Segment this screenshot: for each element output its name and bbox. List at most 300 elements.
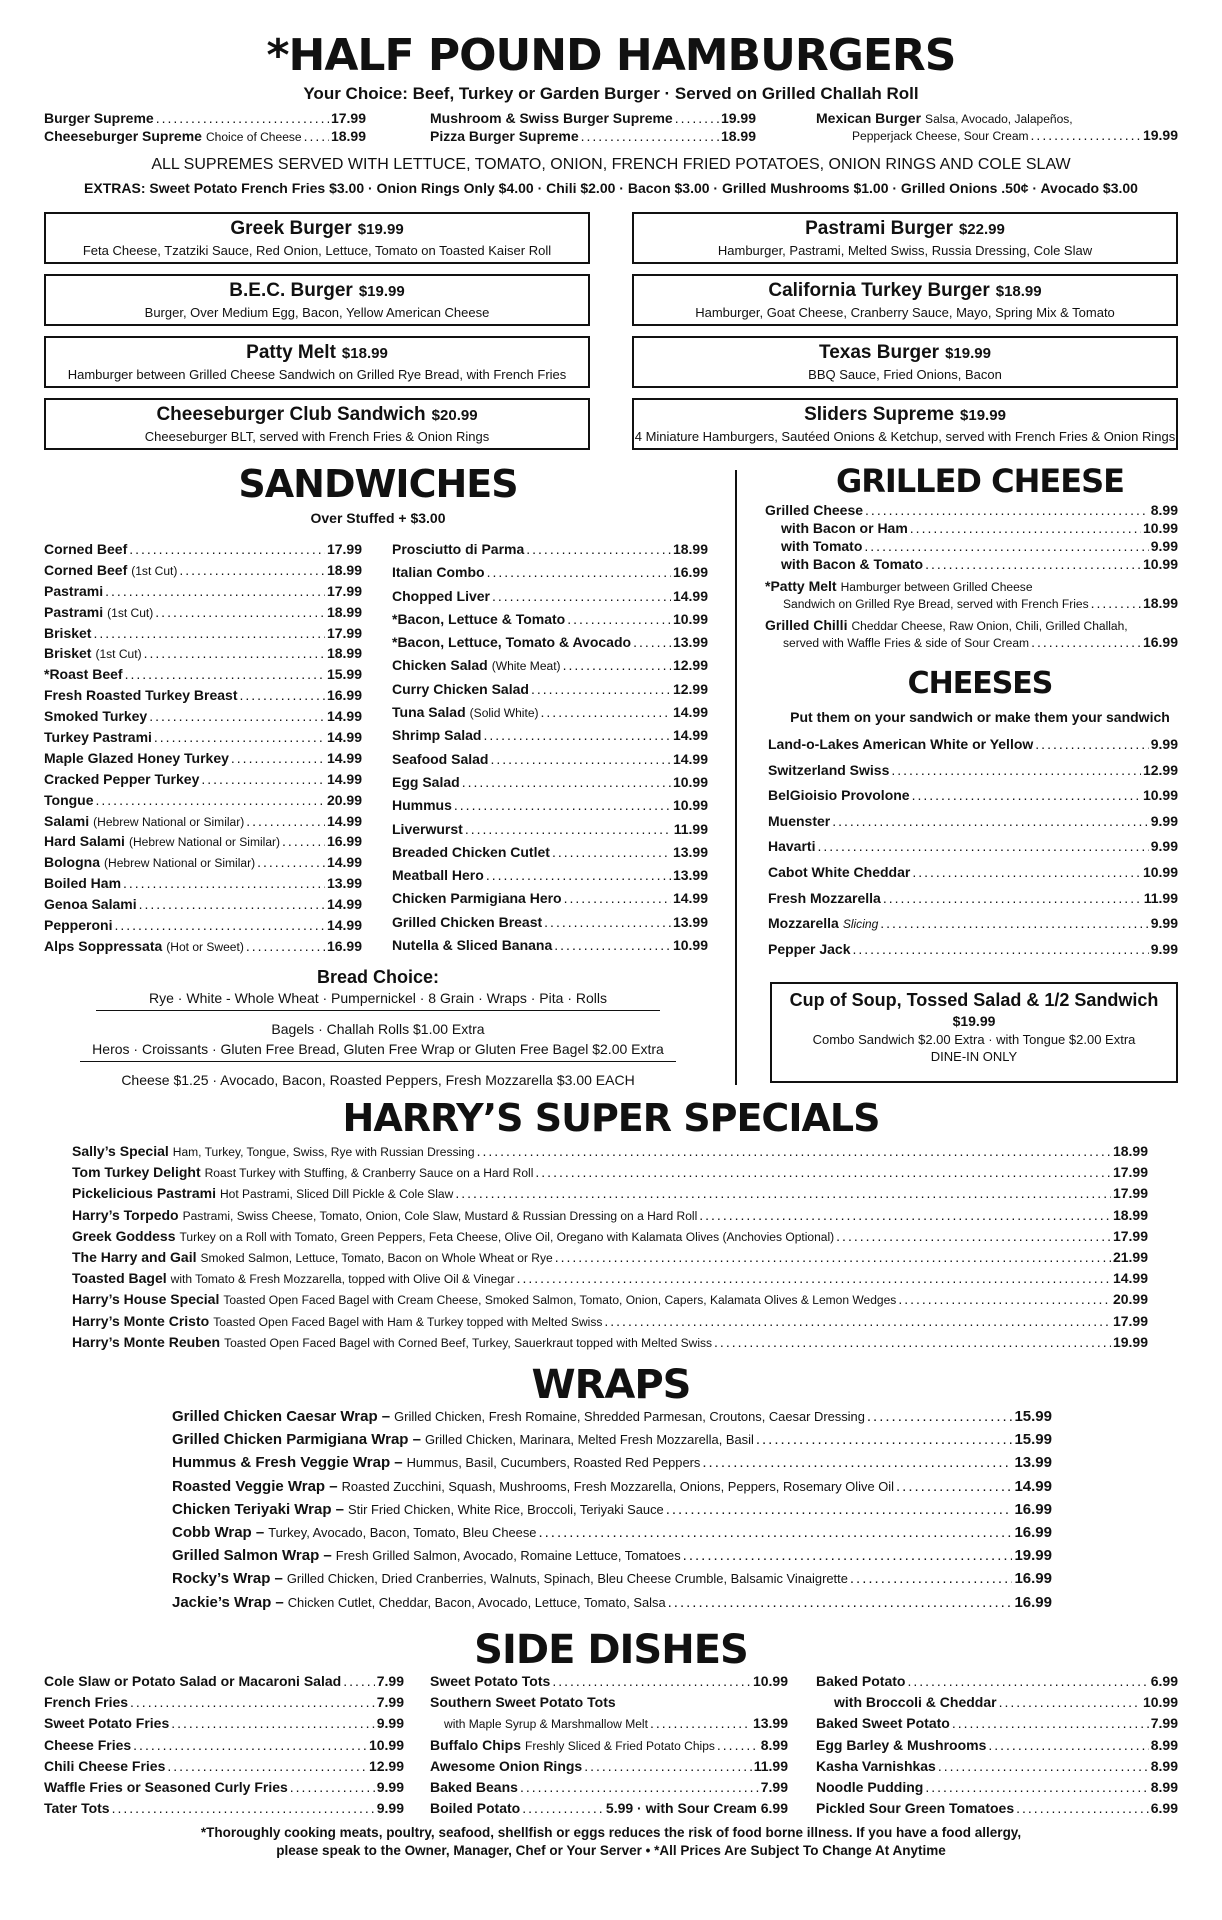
menu-item (430, 1715, 788, 1736)
menu-item (816, 1694, 1178, 1715)
menu-item (44, 750, 362, 771)
box-item-name: Cheeseburger Club Sandwich (156, 404, 426, 425)
item-name: Curry Chicken Salad (392, 680, 529, 697)
menu-item (44, 1758, 404, 1779)
item-price: 14.99 (672, 890, 708, 907)
patty-melt-name: *Patty Melt (765, 578, 837, 594)
item-name: Tongue (44, 791, 94, 808)
item-name: Tom Turkey Delight (72, 1164, 201, 1181)
item-price: 14.99 (326, 770, 362, 787)
menu-item (44, 645, 362, 666)
menu-item (430, 1737, 788, 1758)
item-price: 14.99 (326, 812, 362, 829)
specialty-box (44, 212, 590, 264)
item-price: 17.99 (326, 624, 362, 641)
item-price: 11.99 (673, 820, 708, 837)
menu-item (44, 854, 362, 875)
menu-item (44, 708, 362, 729)
item-price: 18.99 (326, 645, 362, 662)
item-name: with Broccoli & Cheddar (834, 1694, 997, 1711)
menu-item (44, 604, 362, 625)
item-description: (Solid White) (469, 706, 539, 721)
item-name: Sally’s Special (72, 1143, 169, 1159)
menu-item (44, 128, 366, 146)
menu-item (72, 1334, 1148, 1355)
item-name: Liverwurst (392, 820, 463, 837)
item-price: 7.99 (760, 1778, 788, 1795)
specialty-box (44, 274, 590, 326)
item-name: BelGioisio Provolone (768, 787, 910, 804)
menu-item (768, 838, 1178, 864)
specialty-box (44, 398, 590, 450)
item-name: Harry’s Monte Cristo (72, 1312, 210, 1329)
box-item-price: $19.99 (357, 221, 404, 238)
sandwiches-col-2 (392, 541, 708, 960)
item-name: Genoa Salami (44, 896, 137, 913)
patty-melt-item (765, 578, 1178, 612)
item-price: 5.99 · with Sour Cream 6.99 (605, 1800, 788, 1817)
item-description: Turkey, Avocado, Bacon, Tomato, Bleu Cheese (268, 1524, 537, 1540)
menu-item (392, 914, 708, 937)
item-price: 13.99 (1014, 1454, 1052, 1472)
item-description: Hot Pastrami, Sliced Dill Pickle & Cole Slaw (219, 1187, 454, 1202)
item-description: (1st Cut) (131, 563, 178, 578)
menu-item (816, 1715, 1178, 1736)
sides-col-1 (44, 1673, 404, 1821)
item-name: Pepper Jack (768, 940, 851, 957)
wraps-list (172, 1408, 1052, 1617)
item-name: Harry’s Torpedo (72, 1206, 179, 1223)
item-price: 17.99 (1112, 1164, 1148, 1181)
cheeses-subtitle: Put them on your sandwich or make them your sandwich (790, 709, 1170, 725)
menu-item (816, 1758, 1178, 1779)
item-price: 14.99 (672, 587, 708, 604)
menu-item (768, 736, 1178, 762)
item-description: Grilled Chicken, Fresh Romaine, Shredded Parmesan, Croutons, Caesar Dressing (394, 1409, 865, 1424)
item-name: Chicken Teriyaki Wrap – (172, 1500, 345, 1518)
mexican-burger-desc-2: Pepperjack Cheese, Sour Cream (852, 128, 1029, 143)
super-specials-title: HARRY’S SUPER SPECIALS (342, 1096, 880, 1140)
menu-item (392, 821, 708, 844)
item-name: Hard Salami (44, 833, 125, 850)
menu-item (392, 867, 708, 890)
item-name: Buffalo Chips (430, 1736, 521, 1753)
item-name: Pizza Burger Supreme (430, 128, 579, 144)
box-item-name: California Turkey Burger (768, 280, 990, 301)
item-price: 9.99 (376, 1800, 404, 1817)
item-name: Rocky’s Wrap – (172, 1570, 283, 1588)
item-price: 17.99 (326, 541, 362, 557)
burgers-col-1 (44, 110, 366, 146)
item-price: 9.99 (376, 1715, 404, 1732)
item-description: Hummus, Basil, Cucumbers, Roasted Red Peppers (406, 1455, 701, 1471)
super-specials-list (72, 1143, 1148, 1355)
item-name: Nutella & Sliced Banana (392, 937, 553, 954)
box-item-price: $19.99 (945, 345, 991, 362)
menu-item (816, 1673, 1178, 1694)
supremes-note: ALL SUPREMES SERVED WITH LETTUCE, TOMATO, ONION, FRENCH FRIED POTATOES, ONION RINGS AND COLE SLAW (151, 156, 1071, 173)
menu-item (44, 896, 362, 917)
item-price: 14.99 (326, 749, 362, 766)
patty-melt-desc-1: Hamburger between Grilled Cheese (840, 580, 1033, 594)
item-name: Grilled Salmon Wrap – (172, 1547, 332, 1565)
menu-item (44, 771, 362, 792)
sides-col-2 (430, 1673, 788, 1821)
item-name: Tater Tots (44, 1800, 110, 1817)
menu-item (44, 875, 362, 896)
item-price: 7.99 (376, 1673, 404, 1689)
item-price: 8.99 (760, 1736, 788, 1753)
menu-item (392, 727, 708, 750)
item-price: 16.99 (326, 937, 362, 954)
burger-extras: EXTRAS: Sweet Potato French Fries $3.00 · Onion Rings Only $4.00 · Chili $2.00 · Bacon $3.00 · Grilled Mushrooms $1.00 · Grilled Onions .50¢ · Avocado $3.00 (84, 180, 1138, 196)
item-name: Alps Soppressata (44, 937, 163, 954)
item-description: (White Meat) (491, 659, 561, 674)
item-description: Slicing (842, 917, 879, 932)
grilled-chilli-desc-2: served with Waffle Fries & side of Sour Cream (783, 635, 1030, 650)
combo-line-2: DINE-IN ONLY (930, 1049, 1018, 1064)
item-name: Pastrami (44, 603, 104, 620)
item-name: Egg Barley & Mushrooms (816, 1736, 987, 1753)
item-description: Choice of Cheese (205, 130, 302, 144)
item-name: Greek Goddess (72, 1227, 176, 1244)
grilled-cheese-title: GRILLED CHEESE (835, 462, 1125, 500)
menu-item (768, 813, 1178, 839)
item-price: 13.99 (672, 843, 708, 860)
item-description: Toasted Open Faced Bagel with Cream Cheese, Smoked Salmon, Tomato, Onion, Capers, Kalamata Olives & Lemon Wedges (223, 1293, 897, 1308)
menu-item (430, 1758, 788, 1779)
menu-item (44, 666, 362, 687)
item-description: (Hebrew National or Similar) (104, 856, 256, 871)
item-price: 16.99 (1014, 1570, 1052, 1588)
item-name: Fresh Roasted Turkey Breast (44, 687, 238, 704)
item-price: 9.99 (1150, 538, 1178, 554)
item-description: Freshly Sliced & Fried Potato Chips (525, 1738, 715, 1753)
menu-item (392, 774, 708, 797)
item-price: 14.99 (326, 708, 362, 725)
menu-item (44, 1715, 404, 1736)
item-name: Boiled Potato (430, 1800, 521, 1817)
item-description: Smoked Salmon, Lettuce, Tomato, Bacon on Whole Wheat or Rye (200, 1250, 553, 1265)
menu-item (816, 1800, 1178, 1821)
item-description: with Maple Syrup & Marshmallow Melt (444, 1717, 648, 1732)
item-name: Pastrami (44, 582, 104, 599)
item-price: 9.99 (1150, 940, 1178, 957)
sandwiches-title: SANDWICHES (238, 462, 518, 506)
item-price: 10.99 (752, 1673, 788, 1689)
item-price: 14.99 (1112, 1270, 1148, 1287)
box-item-price: $19.99 (358, 283, 405, 300)
menu-item (44, 1673, 404, 1694)
menu-item (44, 1779, 404, 1800)
item-name: Cracked Pepper Turkey (44, 770, 200, 787)
menu-item (44, 687, 362, 708)
item-name: Harry’s House Special (72, 1291, 220, 1308)
box-item-name: B.E.C. Burger (229, 280, 353, 301)
item-price: 15.99 (1014, 1408, 1052, 1425)
item-price: 12.99 (672, 680, 708, 697)
menu-item (172, 1454, 1052, 1477)
menu-item (172, 1570, 1052, 1593)
item-price: 10.99 (672, 610, 708, 627)
item-price: 8.99 (1150, 1757, 1178, 1774)
column-divider (735, 470, 737, 1085)
menu-item (44, 1800, 404, 1821)
item-name: *Bacon, Lettuce, Tomato & Avocado (392, 634, 632, 651)
grilled-chilli-desc-1: Cheddar Cheese, Raw Onion, Chili, Grilled Challah, (851, 619, 1128, 633)
item-price: 20.99 (1112, 1291, 1148, 1308)
item-name: Switzerland Swiss (768, 761, 890, 778)
menu-item (768, 941, 1178, 967)
menu-item (768, 762, 1178, 788)
menu-item (392, 541, 708, 564)
combo-title: Cup of Soup, Tossed Salad & 1/2 Sandwich (789, 990, 1159, 1010)
menu-item (392, 937, 708, 960)
item-price: 10.99 (672, 937, 708, 954)
item-name: Grilled Chicken Caesar Wrap – (172, 1408, 391, 1425)
item-price: 17.99 (1112, 1185, 1148, 1202)
item-name: Fresh Mozzarella (768, 889, 881, 906)
menu-item (172, 1408, 1052, 1431)
menu-item (768, 864, 1178, 890)
item-name: Baked Potato (816, 1673, 906, 1689)
cheeses-title: CHEESES (907, 666, 1053, 701)
item-price: 13.99 (752, 1715, 788, 1732)
item-price: 17.99 (1112, 1312, 1148, 1329)
item-price: 11.99 (753, 1757, 788, 1774)
item-name: with Tomato (781, 538, 863, 554)
item-price: 6.99 (1150, 1673, 1178, 1689)
item-price: 13.99 (672, 867, 708, 884)
sandwiches-col-1 (44, 541, 362, 959)
item-price: 17.99 (1112, 1227, 1148, 1244)
item-name: Jackie’s Wrap – (172, 1593, 284, 1611)
menu-item (72, 1185, 1148, 1206)
specialty-box (632, 398, 1178, 450)
menu-item (172, 1524, 1052, 1547)
menu-item (430, 128, 756, 146)
item-price: 14.99 (326, 854, 362, 871)
item-price: 10.99 (1142, 787, 1178, 804)
menu-item (392, 611, 708, 634)
item-name: Southern Sweet Potato Tots (430, 1694, 616, 1711)
menu-item (44, 917, 362, 938)
item-name: Tuna Salad (392, 704, 466, 721)
box-item-desc: BBQ Sauce, Fried Onions, Bacon (808, 367, 1002, 382)
item-price: 18.99 (720, 128, 756, 144)
item-price: 10.99 (1142, 520, 1178, 536)
wraps-title: WRAPS (531, 1362, 691, 1408)
menu-item (172, 1594, 1052, 1617)
item-price: 13.99 (672, 913, 708, 930)
item-description: (1st Cut) (95, 647, 142, 662)
menu-item (392, 751, 708, 774)
box-item-price: $18.99 (995, 283, 1042, 300)
menu-item (430, 1694, 788, 1715)
item-description: (Hebrew National or Similar) (128, 835, 281, 850)
item-name: Cobb Wrap – (172, 1523, 265, 1541)
item-description: with Tomato & Fresh Mozzarella, topped with Olive Oil & Vinegar (170, 1272, 515, 1287)
item-name: Hummus & Fresh Veggie Wrap – (172, 1454, 403, 1472)
menu-item (392, 588, 708, 611)
item-price: 7.99 (376, 1694, 404, 1711)
item-name: Corned Beef (44, 561, 128, 578)
item-name: Cabot White Cheddar (768, 863, 911, 880)
item-price: 12.99 (672, 657, 708, 674)
menu-item (430, 110, 756, 128)
menu-item (172, 1478, 1052, 1501)
item-price: 14.99 (672, 704, 708, 721)
item-name: Grilled Chicken Breast (392, 913, 543, 930)
item-description: Ham, Turkey, Tongue, Swiss, Rye with Russian Dressing (172, 1145, 475, 1159)
item-price: 9.99 (1150, 915, 1178, 932)
item-description: Turkey on a Roll with Tomato, Green Peppers, Feta Cheese, Olive Oil, Oregano with Kalamata Olives (Anchovies Optional) (179, 1229, 835, 1244)
bread-choice-line-2: Bagels · Challah Rolls $1.00 Extra (271, 1021, 485, 1037)
item-description: Grilled Chicken, Dried Cranberries, Walnuts, Spinach, Bleu Cheese Crumble, Balsamic Vinaigrette (286, 1571, 848, 1587)
menu-item (72, 1249, 1148, 1270)
item-name: Pepperoni (44, 917, 113, 934)
item-name: French Fries (44, 1694, 129, 1711)
item-name: Sweet Potato Fries (44, 1715, 170, 1732)
menu-item (44, 562, 362, 583)
item-price: 10.99 (672, 773, 708, 790)
item-name: Harry’s Monte Reuben (72, 1333, 221, 1350)
item-name: Cole Slaw or Potato Salad or Macaroni Salad (44, 1673, 342, 1689)
specialty-box (632, 212, 1178, 264)
item-name: with Bacon & Tomato (781, 556, 924, 572)
menu-item (392, 564, 708, 587)
item-name: Chicken Parmigiana Hero (392, 890, 562, 907)
item-price: 14.99 (326, 917, 362, 934)
menu-item (72, 1270, 1148, 1291)
item-name: Chopped Liver (392, 587, 491, 604)
item-name: Seafood Salad (392, 750, 489, 767)
item-description: (1st Cut) (107, 605, 154, 620)
item-name: Mozzarella (768, 915, 839, 932)
burgers-mexican (816, 110, 1178, 144)
item-price: 8.99 (1150, 1778, 1178, 1795)
item-price: 13.99 (326, 875, 362, 892)
menu-item (44, 1694, 404, 1715)
item-price: 17.99 (330, 110, 366, 126)
item-name: *Bacon, Lettuce & Tomato (392, 610, 566, 627)
item-price: 7.99 (1150, 1715, 1178, 1732)
item-price: 9.99 (1150, 736, 1178, 752)
menu-item (392, 844, 708, 867)
box-item-desc: Hamburger, Pastrami, Melted Swiss, Russia Dressing, Cole Slaw (717, 243, 1093, 258)
combo-line-1: Combo Sandwich $2.00 Extra · with Tongue $2.00 Extra (812, 1032, 1136, 1047)
item-price: 13.99 (672, 634, 708, 651)
item-description: Chicken Cutlet, Cheddar, Bacon, Avocado, Lettuce, Tomato, Salsa (287, 1594, 666, 1610)
item-name: Baked Sweet Potato (816, 1715, 950, 1732)
menu-item (44, 729, 362, 750)
item-price: 15.99 (326, 666, 362, 683)
grilled-cheese-list (765, 502, 1178, 574)
menu-item (768, 890, 1178, 916)
patty-melt-price: 18.99 (1142, 594, 1178, 611)
item-description: Roast Turkey with Stuffing, & Cranberry Sauce on a Hard Roll (204, 1166, 534, 1181)
menu-item (72, 1207, 1148, 1228)
box-item-desc: Feta Cheese, Tzatziki Sauce, Red Onion, Lettuce, Tomato on Toasted Kaiser Roll (82, 243, 552, 258)
item-name: Awesome Onion Rings (430, 1757, 583, 1774)
sandwiches-subtitle: Over Stuffed + $3.00 (310, 510, 446, 526)
specialty-box (44, 336, 590, 388)
box-item-name: Sliders Supreme (804, 404, 955, 425)
box-item-price: $18.99 (341, 345, 388, 362)
item-name: Pickled Sour Green Tomatoes (816, 1800, 1015, 1817)
bread-choice-line-4: Cheese $1.25 · Avocado, Bacon, Roasted Peppers, Fresh Mozzarella $3.00 EACH (121, 1072, 635, 1088)
item-name: Egg Salad (392, 773, 460, 790)
grilled-chilli-name: Grilled Chilli (765, 617, 848, 633)
menu-item (72, 1313, 1148, 1334)
combo-price: $19.99 (952, 1013, 996, 1029)
cheeses-list (768, 736, 1178, 966)
bread-choice-line-1: Rye · White - Whole Wheat · Pumpernickel · 8 Grain · Wraps · Pita · Rolls (96, 990, 660, 1011)
item-price: 10.99 (368, 1736, 404, 1753)
item-price: 16.99 (326, 687, 362, 704)
item-name: Kasha Varnishkas (816, 1757, 936, 1774)
menu-item (392, 634, 708, 657)
item-name: Burger Supreme (44, 110, 154, 126)
item-name: Baked Beans (430, 1778, 518, 1795)
footer-line-2: please speak to the Owner, Manager, Chef or Your Server • *All Prices Are Subject To Change At Anytime (276, 1843, 946, 1858)
item-name: Breaded Chicken Cutlet (392, 843, 550, 860)
item-description: Pastrami, Swiss Cheese, Tomato, Onion, Cole Slaw, Mustard & Russian Dressing on a Hard Roll (182, 1208, 698, 1223)
item-price: 10.99 (1142, 863, 1178, 880)
menu-item (172, 1431, 1052, 1454)
burgers-col-2 (430, 110, 756, 146)
item-description: (Hebrew National or Similar) (93, 814, 245, 829)
item-price: 18.99 (326, 561, 362, 578)
menu-item (172, 1501, 1052, 1524)
menu-item (72, 1164, 1148, 1185)
item-price: 14.99 (672, 750, 708, 767)
item-price: 21.99 (1112, 1248, 1148, 1265)
item-price: 10.99 (1142, 556, 1178, 572)
menu-item (392, 681, 708, 704)
menu-item (44, 813, 362, 834)
item-name: Pickelicious Pastrami (72, 1185, 216, 1202)
item-description: Stir Fried Chicken, White Rice, Broccoli, Teriyaki Sauce (348, 1501, 664, 1517)
menu-item (430, 1779, 788, 1800)
item-price: 14.99 (1014, 1477, 1052, 1495)
item-name: Mushroom & Swiss Burger Supreme (430, 110, 673, 126)
menu-item (392, 890, 708, 913)
item-name: The Harry and Gail (72, 1248, 197, 1265)
item-price: 14.99 (326, 729, 362, 746)
box-item-price: $22.99 (958, 221, 1005, 238)
item-price: 19.99 (720, 110, 756, 126)
item-name: Roasted Veggie Wrap – (172, 1477, 338, 1495)
item-name: Noodle Pudding (816, 1778, 924, 1795)
mexican-burger-desc-1: Salsa, Avocado, Jalapeños, (925, 112, 1073, 126)
menu-item (44, 938, 362, 959)
item-price: 16.99 (1014, 1500, 1052, 1518)
item-price: 8.99 (1150, 502, 1178, 518)
item-name: Cheese Fries (44, 1736, 132, 1753)
item-name: Grilled Cheese (765, 502, 864, 518)
item-name: Bologna (44, 854, 100, 871)
menu-item (765, 502, 1178, 520)
bread-choice-line-3: Heros · Croissants · Gluten Free Bread, Gluten Free Wrap or Gluten Free Bagel $2.00 Extra (80, 1041, 676, 1062)
item-description: Toasted Open Faced Bagel with Corned Beef, Turkey, Sauerkraut topped with Melted Swiss (224, 1335, 713, 1350)
item-price: 10.99 (1142, 1694, 1178, 1711)
item-price: 15.99 (1014, 1431, 1052, 1449)
item-price: 19.99 (1112, 1333, 1148, 1350)
item-name: Prosciutto di Parma (392, 541, 525, 557)
item-name: Toasted Bagel (72, 1270, 167, 1287)
burgers-title: *HALF POUND HAMBURGERS (266, 30, 956, 81)
